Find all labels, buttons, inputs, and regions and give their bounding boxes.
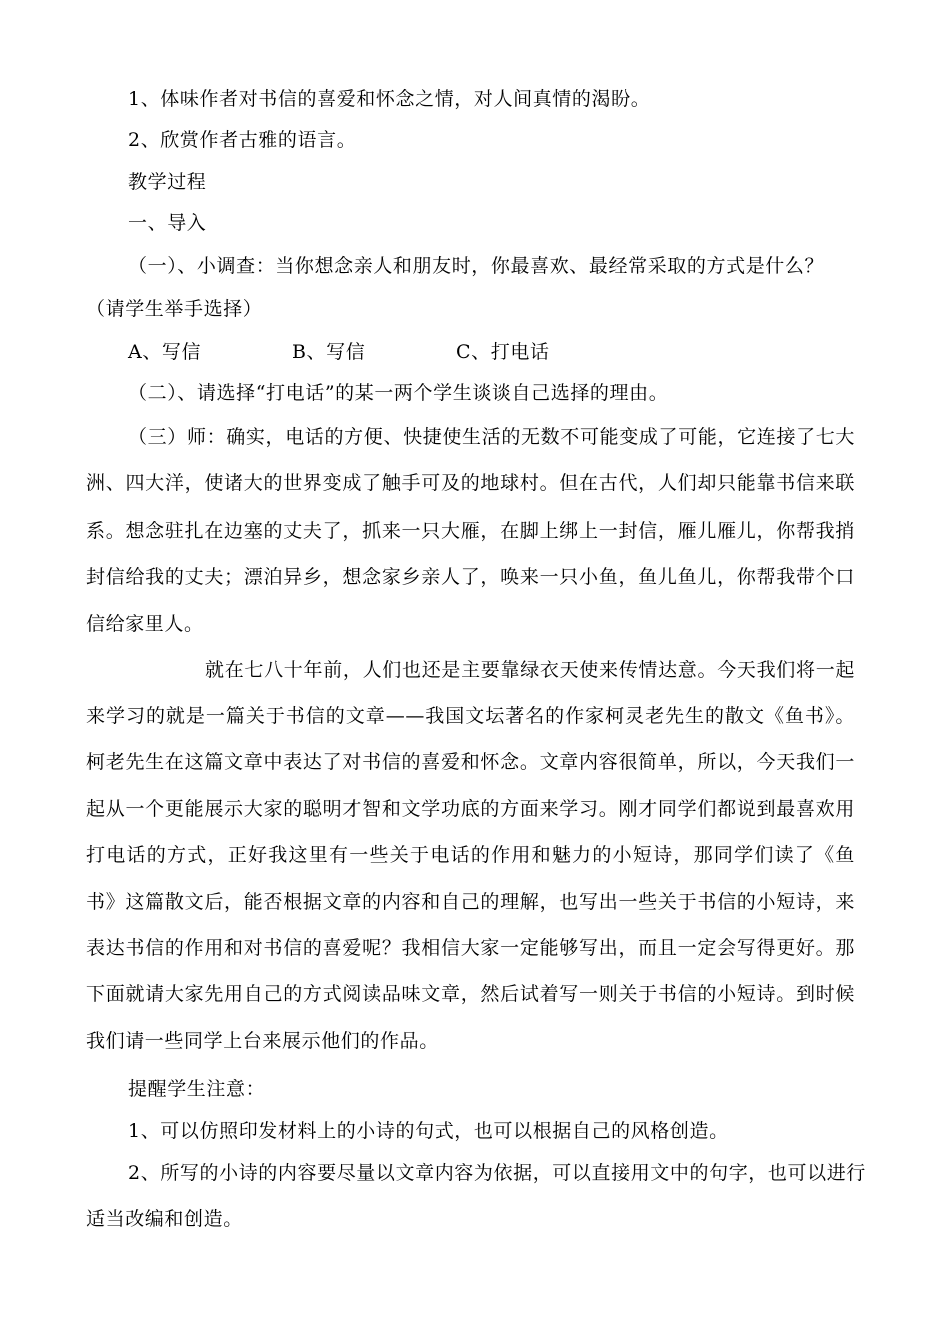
step-2: （二）、请选择“打电话”的某一两个学生谈谈自己选择的理由。 [128,382,669,404]
objective-1: 1、体味作者对书信的喜爱和怀念之情，对人间真情的渴盼。 [128,88,651,110]
paragraph-line-1: 就在七八十年前，人们也还是主要靠绿衣天使来传情达意。今天我们将一起 [205,659,855,681]
reminder-item-1: 1、可以仿照印发材料上的小诗的句式，也可以根据自己的风格创造。 [128,1120,729,1142]
paragraph-line-7: 表达书信的作用和对书信的喜爱呢？我相信大家一定能够写出，而且一定会写得更好。那 [86,937,855,959]
step-3-line-3: 系。想念驻扎在边塞的丈夫了，抓来一只大雁，在脚上绑上一封信，雁儿雁儿，你帮我捎 [86,520,855,542]
survey-question: （一）、小调查：当你想念亲人和朋友时，你最喜欢、最经常采取的方式是什么？ [128,255,825,277]
survey-option-c: C、打电话 [456,341,550,363]
step-3-line-5: 信给家里人。 [86,613,204,635]
paragraph-line-5: 打电话的方式，正好我这里有一些关于电话的作用和魅力的小短诗，那同学们读了《鱼 [86,844,855,866]
step-3-line-2: 洲、四大洋，使诸大的世界变成了触手可及的地球村。但在古代，人们却只能靠书信来联 [86,472,855,494]
paragraph-line-6: 书》这篇散文后，能否根据文章的内容和自己的理解，也写出一些关于书信的小短诗，来 [86,891,855,913]
survey-option-a: A、写信 [128,341,202,363]
paragraph-line-2: 来学习的就是一篇关于书信的文章——我国文坛著名的作家柯灵老先生的散文《鱼书》。 [86,705,855,727]
reminder-item-2-continued: 适当改编和创造。 [86,1208,243,1230]
paragraph-line-8: 下面就请大家先用自己的方式阅读品味文章，然后试着写一则关于书信的小短诗。到时候 [86,983,855,1005]
reminder-heading: 提醒学生注意： [128,1078,266,1100]
survey-option-b: B、写信 [292,341,366,363]
objective-2: 2、欣赏作者古雅的语言。 [128,129,357,151]
subsection-heading: 一、导入 [128,212,207,234]
survey-instruction: （请学生举手选择） [86,298,263,320]
section-heading: 教学过程 [128,171,207,193]
reminder-item-2: 2、所写的小诗的内容要尽量以文章内容为依据，可以直接用文中的句字，也可以进行 [128,1162,866,1184]
paragraph-line-3: 柯老先生在这篇文章中表达了对书信的喜爱和怀念。文章内容很简单，所以，今天我们一 [86,751,855,773]
step-3-line-1: （三）师：确实，电话的方便、快捷使生活的无数不可能变成了可能，它连接了七大 [128,426,855,448]
paragraph-line-4: 起从一个更能展示大家的聪明才智和文学功底的方面来学习。刚才同学们都说到最喜欢用 [86,798,855,820]
step-3-line-4: 封信给我的丈夫；漂泊异乡，想念家乡亲人了，唤来一只小鱼，鱼儿鱼儿，你帮我带个口 [86,566,855,588]
paragraph-line-9: 我们请一些同学上台来展示他们的作品。 [86,1030,439,1052]
